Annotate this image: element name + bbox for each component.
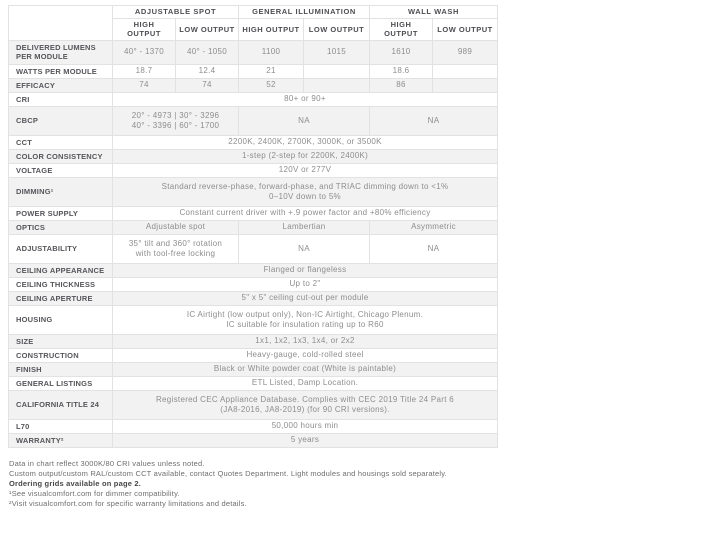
table-row-adjustability	[9, 234, 498, 263]
spec-cell: 120V or 277V	[113, 163, 498, 177]
table-row-l70	[9, 419, 498, 433]
row-label: CEILING APPEARANCE	[9, 263, 113, 277]
table-row-ceiling-aperture	[9, 291, 498, 305]
spec-cell: 40° - 1050	[176, 40, 239, 64]
spec-cell: Up to 2"	[113, 277, 498, 291]
row-label: COLOR CONSISTENCY	[9, 149, 113, 163]
row-label: DELIVERED LUMENS PER MODULE	[9, 40, 113, 64]
corner-cell	[9, 6, 113, 41]
table-row-california-title-24	[9, 390, 498, 419]
spec-cell	[113, 390, 498, 419]
spec-cell: 18.7	[113, 64, 176, 78]
spec-cell: Asymmetric	[370, 220, 498, 234]
table-row-power-supply	[9, 206, 498, 220]
spec-cell: 12.4	[176, 64, 239, 78]
cell-line: 40° - 3396 | 60° - 1700	[131, 120, 220, 130]
group-header-general-illumination: GENERAL ILLUMINATION	[239, 6, 370, 19]
spec-cell: 18.6	[370, 64, 433, 78]
output-header: LOW OUTPUT	[176, 19, 239, 41]
group-header-adjustable-spot: ADJUSTABLE SPOT	[113, 6, 239, 19]
table-row-size	[9, 334, 498, 348]
spec-cell: 5" x 5" ceiling cut-out per module	[113, 291, 498, 305]
group-header-wall-wash: WALL WASH	[370, 6, 498, 19]
cell-line: with tool-free locking	[135, 248, 216, 258]
footnote-warranty-details: ²Visit visualcomfort.com for specific warranty limitations and details.	[9, 498, 247, 508]
spec-cell	[113, 177, 498, 206]
row-label: CCT	[9, 135, 113, 149]
spec-cell: 40° - 1370	[113, 40, 176, 64]
spec-table	[8, 5, 498, 448]
spec-cell	[433, 64, 498, 78]
spec-cell	[113, 305, 498, 334]
spec-cell: NA	[370, 234, 498, 263]
table-row-finish	[9, 362, 498, 376]
table-row-warranty	[9, 433, 498, 447]
spec-cell	[433, 78, 498, 92]
row-label: VOLTAGE	[9, 163, 113, 177]
spec-cell: 1x1, 1x2, 1x3, 1x4, or 2x2	[113, 334, 498, 348]
spec-cell: Black or White powder coat (White is paintable)	[113, 362, 498, 376]
table-row-delivered-lumens	[9, 40, 498, 64]
cell-line: 35° tilt and 360° rotation	[128, 238, 223, 248]
spec-cell: 74	[176, 78, 239, 92]
row-label: CEILING THICKNESS	[9, 277, 113, 291]
table-row-cct	[9, 135, 498, 149]
spec-cell: NA	[370, 106, 498, 135]
spec-cell: 50,000 hours min	[113, 419, 498, 433]
spec-cell: 21	[239, 64, 304, 78]
spec-cell	[113, 106, 239, 135]
output-header: LOW OUTPUT	[433, 19, 498, 41]
row-label: GENERAL LISTINGS	[9, 376, 113, 390]
group-header-row	[9, 6, 498, 19]
table-row-color-consistency	[9, 149, 498, 163]
footnote-dimmer-compatibility: ¹See visualcomfort.com for dimmer compatibility.	[9, 488, 180, 498]
spec-cell: Flanged or flangeless	[113, 263, 498, 277]
cell-line: IC suitable for insulation rating up to R60	[226, 319, 384, 329]
output-header: HIGH OUTPUT	[113, 19, 176, 41]
table-row-construction	[9, 348, 498, 362]
spec-cell: Adjustable spot	[113, 220, 239, 234]
footnote-ordering-grids: Ordering grids available on page 2.	[9, 478, 142, 488]
row-label: ADJUSTABILITY	[9, 234, 113, 263]
row-label: CEILING APERTURE	[9, 291, 113, 305]
row-label: CONSTRUCTION	[9, 348, 113, 362]
row-label: HOUSING	[9, 305, 113, 334]
row-label: DIMMING¹	[9, 177, 113, 206]
spec-cell: 1100	[239, 40, 304, 64]
spec-cell	[113, 234, 239, 263]
table-row-dimming	[9, 177, 498, 206]
spec-cell: 1-step (2-step for 2200K, 2400K)	[113, 149, 498, 163]
cell-line: Registered CEC Appliance Database. Complies with CEC 2019 Title 24 Part 6	[155, 394, 455, 404]
spec-cell: 2200K, 2400K, 2700K, 3000K, or 3500K	[113, 135, 498, 149]
footnote-custom-options: Custom output/custom RAL/custom CCT available, contact Quotes Department. Light modules and housings sold separately.	[9, 468, 447, 478]
row-label: WARRANTY²	[9, 433, 113, 447]
spec-cell: 989	[433, 40, 498, 64]
table-row-cri	[9, 92, 498, 106]
table-row-ceiling-appearance	[9, 263, 498, 277]
table-row-cbcp	[9, 106, 498, 135]
spec-cell: ETL Listed, Damp Location.	[113, 376, 498, 390]
cell-line: Standard reverse-phase, forward-phase, and TRIAC dimming down to <1%	[161, 181, 449, 191]
output-header: HIGH OUTPUT	[370, 19, 433, 41]
spec-cell	[304, 64, 370, 78]
spec-cell: NA	[239, 234, 370, 263]
footnote-cri-values: Data in chart reflect 3000K/80 CRI values unless noted.	[9, 458, 205, 468]
row-label: POWER SUPPLY	[9, 206, 113, 220]
row-label: L70	[9, 419, 113, 433]
output-header: LOW OUTPUT	[304, 19, 370, 41]
cell-line: IC Airtight (low output only), Non-IC Airtight, Chicago Plenum.	[186, 309, 424, 319]
spec-cell: 52	[239, 78, 304, 92]
table-row-housing	[9, 305, 498, 334]
table-row-voltage	[9, 163, 498, 177]
table-row-optics	[9, 220, 498, 234]
row-label: EFFICACY	[9, 78, 113, 92]
row-label: CBCP	[9, 106, 113, 135]
footnotes	[9, 459, 707, 509]
table-row-ceiling-thickness	[9, 277, 498, 291]
row-label: OPTICS	[9, 220, 113, 234]
row-label: SIZE	[9, 334, 113, 348]
cell-line: 0–10V down to 5%	[269, 191, 341, 201]
spec-cell: Heavy-gauge, cold-rolled steel	[113, 348, 498, 362]
table-row-general-listings	[9, 376, 498, 390]
spec-cell: Constant current driver with +.9 power factor and +80% efficiency	[113, 206, 498, 220]
spec-cell	[304, 78, 370, 92]
spec-cell: Lambertian	[239, 220, 370, 234]
spec-cell: 5 years	[113, 433, 498, 447]
row-label: CRI	[9, 92, 113, 106]
spec-cell: 80+ or 90+	[113, 92, 498, 106]
table-row-watts	[9, 64, 498, 78]
spec-cell: 86	[370, 78, 433, 92]
spec-cell: 1610	[370, 40, 433, 64]
output-header: HIGH OUTPUT	[239, 19, 304, 41]
spec-cell: 1015	[304, 40, 370, 64]
row-label: WATTS PER MODULE	[9, 64, 113, 78]
cell-line: (JA8-2016, JA8-2019) (for 90 CRI versions).	[220, 404, 390, 414]
table-row-efficacy	[9, 78, 498, 92]
cell-line: 20° - 4973 | 30° - 3296	[131, 110, 220, 120]
spec-cell: NA	[239, 106, 370, 135]
row-label: CALIFORNIA TITLE 24	[9, 390, 113, 419]
spec-cell: 74	[113, 78, 176, 92]
row-label: FINISH	[9, 362, 113, 376]
